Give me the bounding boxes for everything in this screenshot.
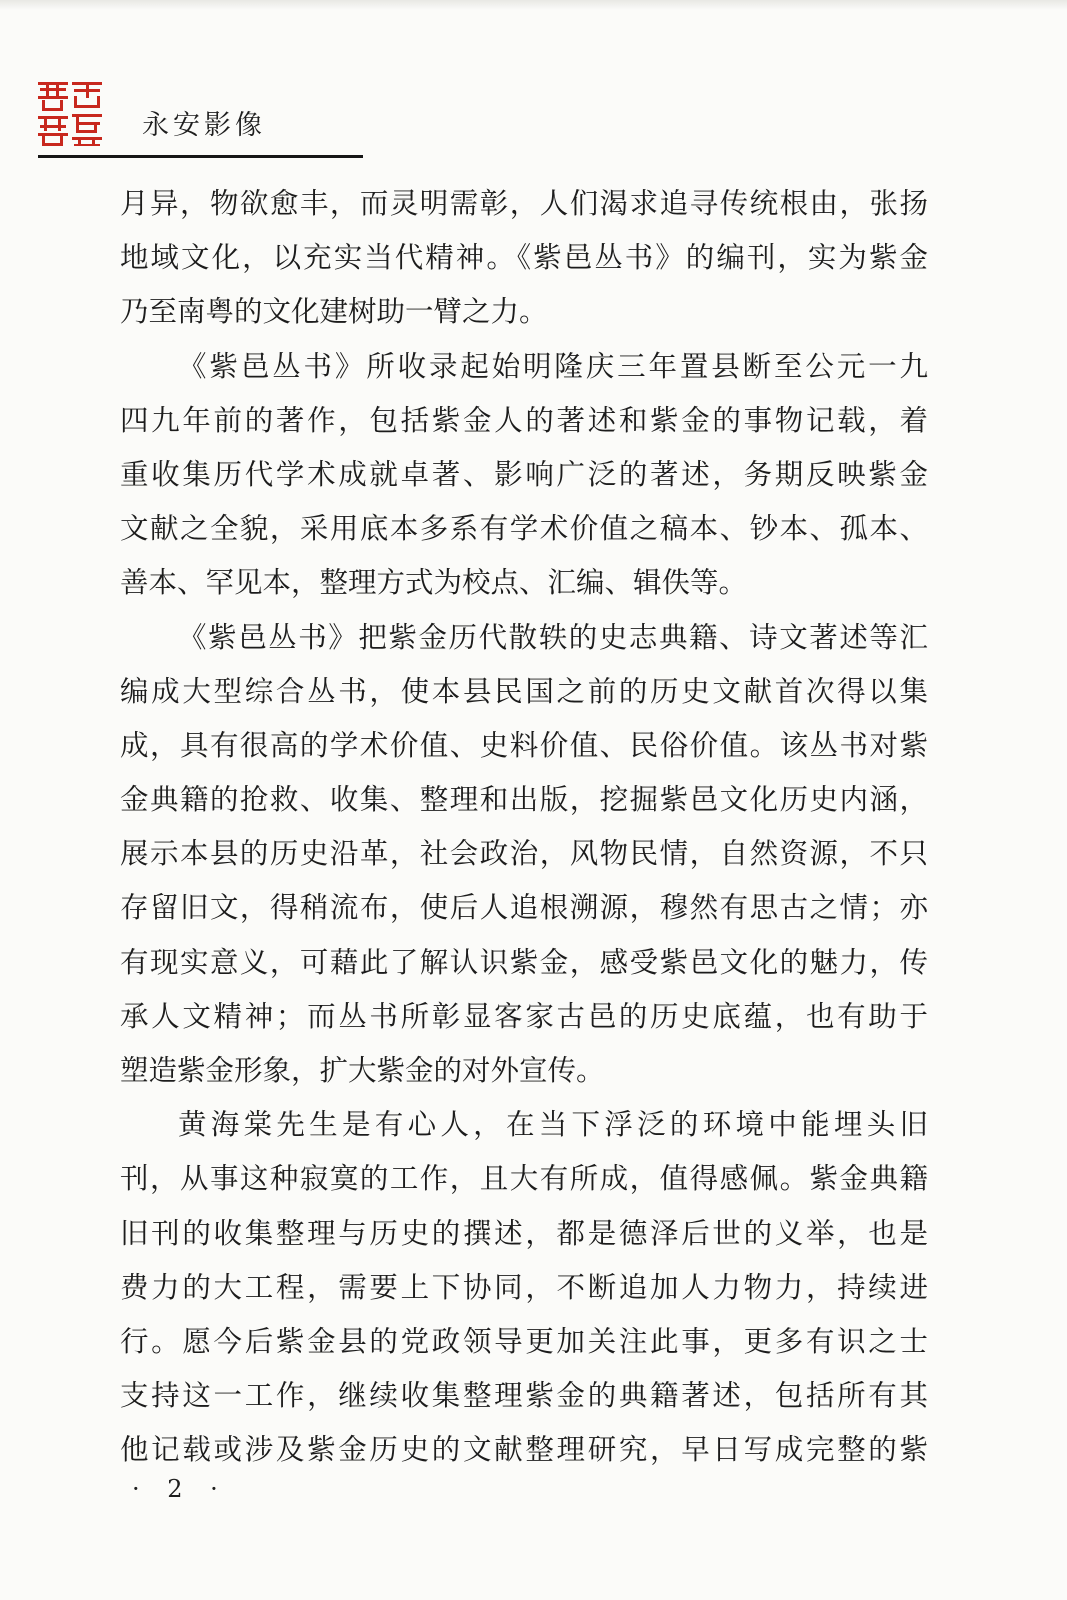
text-line: 月异，物欲愈丰，而灵明需彰，人们渴求追寻传统根由，张扬 [120, 187, 928, 220]
text-line: 《紫邑丛书》把紫金历代散轶的史志典籍、诗文著述等汇 [178, 620, 928, 654]
text-line: 展示本县的历史沿革，社会政治，风物民情，自然资源，不只 [120, 837, 928, 871]
text-line: 乃至南粤的文化建树助一臂之力。 [120, 295, 548, 329]
seal-stamp-icon [34, 78, 106, 150]
text-line: 四九年前的著作，包括紫金人的著述和紫金的事物记载，着 [120, 403, 928, 437]
text-line: 费力的大工程，需要上下协同，不断追加人力物力，持续进 [120, 1270, 928, 1304]
text-line: 他记载或涉及紫金历史的文献整理研究，早日写成完整的紫 [120, 1433, 928, 1467]
text-line: 金典籍的抢救、收集、整理和出版，挖掘紫邑文化历史内涵， [120, 783, 928, 817]
text-line: 承人文精神；而丛书所彰显客家古邑的历史底蕴，也有助于 [120, 999, 928, 1033]
text-line: 刊，从事这种寂寞的工作，且大有所成，值得感佩。紫金典籍 [120, 1162, 928, 1196]
text-line: 《紫邑丛书》所收录起始明隆庆三年置县断至公元一九 [178, 349, 928, 383]
body-text [120, 177, 928, 1478]
text-line: 成，具有很高的学术价值、史料价值、民俗价值。该丛书对紫 [120, 728, 928, 762]
page-number: · 2 · [132, 1475, 228, 1503]
running-header-title: 永安影像 [142, 110, 266, 141]
text-line: 重收集历代学术成就卓著、影响广泛的著述，务期反映紫金 [120, 457, 928, 491]
header-rule [38, 155, 363, 158]
text-line: 编成大型综合丛书，使本县民国之前的历史文献首次得以集 [120, 674, 928, 708]
text-line: 行。愿今后紫金县的党政领导更加关注此事，更多有识之士 [120, 1324, 928, 1358]
text-line: 善本、罕见本，整理方式为校点、汇编、辑佚等。 [120, 566, 748, 600]
text-line: 有现实意义，可藉此了解认识紫金，感受紫邑文化的魅力，传 [120, 945, 928, 979]
text-line: 旧刊的收集整理与历史的撰述，都是德泽后世的义举，也是 [120, 1216, 928, 1250]
text-line: 塑造紫金形象，扩大紫金的对外宣传。 [120, 1054, 605, 1087]
text-line: 支持这一工作，继续收集整理紫金的典籍著述，包括所有其 [120, 1379, 928, 1413]
text-line: 文献之全貌，采用底本多系有学术价值之稿本、钞本、孤本、 [120, 512, 928, 546]
page-edge [0, 0, 1067, 10]
text-line: 存留旧文，得稍流布，使后人追根溯源，穆然有思古之情；亦 [120, 891, 928, 925]
text-line: 黄海棠先生是有心人，在当下浮泛的环境中能埋头旧 [178, 1108, 928, 1142]
text-line: 地域文化，以充实当代精神。《紫邑丛书》的编刊，实为紫金 [120, 241, 928, 275]
